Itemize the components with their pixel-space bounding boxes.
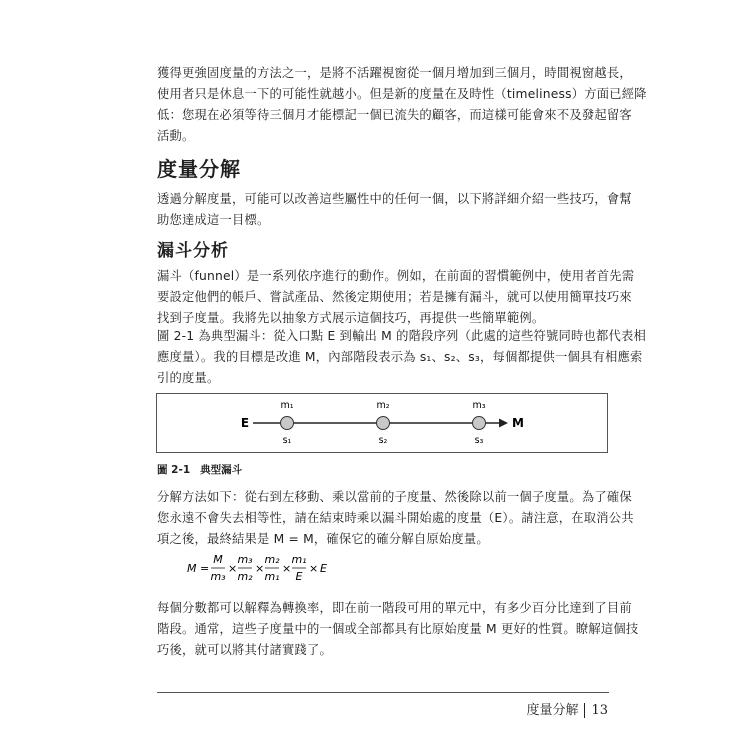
text-line: 助您達成這一目標。 xyxy=(157,213,270,227)
intro-paragraph xyxy=(157,63,647,147)
figure-caption xyxy=(157,462,252,477)
funnel-figure xyxy=(156,393,608,453)
text-line: 階段。通常，這些子度量中的一個或全部都具有比原始度量 M 更好的性質。瞭解這個技 xyxy=(157,622,639,636)
text-line: 漏斗（funnel）是一系列依序進行的動作。例如，在前面的習慣範例中，使用者首先需 xyxy=(157,269,635,283)
fraction-denominator: m₁ xyxy=(264,570,280,583)
decomposition-formula xyxy=(187,552,347,586)
text-line: 獲得更強固度量的方法之一，是將不活躍視窗從一個月增加到三個月，時間視窗越長， xyxy=(157,66,632,80)
text-line: 使用者只是休息一下的可能性就越小。但是新的度量在及時性（timeliness）方面已經降 xyxy=(157,87,647,101)
stage-metric-label: m₂ xyxy=(376,400,390,411)
stage-node xyxy=(281,417,294,430)
stage-node xyxy=(377,417,390,430)
formula-tail: E xyxy=(320,562,327,575)
method-paragraph xyxy=(157,487,634,550)
stage-metric-label: m₃ xyxy=(472,400,486,411)
stage-label: s₁ xyxy=(282,435,292,446)
text-line: 每個分數都可以解釋為轉換率，即在前一階段可用的單元中，有多少百分比達到了目前 xyxy=(157,601,632,615)
stage-metric-label: m₁ xyxy=(280,400,294,411)
figure-title: 典型漏斗 xyxy=(200,464,243,476)
text-line: 應度量）。我的目標是改進 M，內部階段表示為 s₁、s₂、s₃，每個都提供一個具有相應索 xyxy=(157,350,643,364)
funnel-paragraph xyxy=(157,266,635,329)
figure-intro-paragraph xyxy=(157,326,647,389)
formula-svg xyxy=(187,552,347,586)
text-line: 您永遠不會失去相等性，請在結束時乘以漏斗開始處的度量（E）。請注意，在取消公共 xyxy=(157,511,634,525)
formula-equals: = xyxy=(200,562,210,575)
stage-label: s₃ xyxy=(474,435,484,446)
page-footer xyxy=(526,699,608,718)
footer-separator xyxy=(584,703,585,718)
interpretation-paragraph xyxy=(157,598,639,661)
fraction-numerator: M xyxy=(213,553,223,566)
text-line: 透過分解度量，可能可以改善這些屬性中的任何一個，以下將詳細介紹一些技巧，會幫 xyxy=(157,192,632,206)
funnel-diagram xyxy=(157,394,607,452)
start-label: E xyxy=(240,416,250,430)
times-sign: × xyxy=(309,562,319,575)
text-line: 找到子度量。我將先以抽象方式展示這個技巧，再提供一些簡單範例。 xyxy=(157,311,545,325)
text-line: 引的度量。 xyxy=(157,371,220,385)
fraction-denominator: m₃ xyxy=(210,570,226,583)
subsection-heading: 漏斗分析 xyxy=(157,241,229,261)
stage-label: s₂ xyxy=(378,435,388,446)
text-line: 要設定他們的帳戶、嘗試產品、然後定期使用；若是擁有漏斗，就可以使用簡單技巧來 xyxy=(157,290,632,304)
arrowhead-icon xyxy=(499,419,508,428)
figure-number: 圖 2-1 xyxy=(157,464,191,476)
text-line: 活動。 xyxy=(157,129,195,143)
running-chapter-title: 度量分解 xyxy=(526,703,579,718)
times-sign: × xyxy=(282,562,292,575)
fraction-denominator: m₂ xyxy=(237,570,253,583)
text-line: 圖 2-1 為典型漏斗：從入口點 E 到輸出 M 的階段序列（此處的這些符號同時也都代表相 xyxy=(157,329,647,343)
section-heading: 度量分解 xyxy=(157,157,241,181)
end-label: M xyxy=(512,416,524,430)
section-paragraph xyxy=(157,189,632,231)
times-sign: × xyxy=(228,562,238,575)
times-sign: × xyxy=(255,562,265,575)
fraction-numerator: m₃ xyxy=(237,553,253,566)
footer-divider xyxy=(157,692,609,693)
fraction-numerator: m₂ xyxy=(264,553,280,566)
formula-lhs: M xyxy=(187,562,197,575)
text-line: 項之後，最終結果是 M = M，確保它的確分解自原始度量。 xyxy=(157,532,489,546)
fraction-numerator: m₁ xyxy=(291,553,307,566)
text-line: 低：您現在必須等待三個月才能標記一個已流失的顧客，而這樣可能會來不及發起留客 xyxy=(157,108,632,122)
fraction-denominator: E xyxy=(295,570,303,583)
text-line: 巧後，就可以將其付諸實踐了。 xyxy=(157,643,332,657)
text-line: 分解方法如下：從右到左移動、乘以當前的子度量、然後除以前一個子度量。為了確保 xyxy=(157,490,632,504)
page-number: 13 xyxy=(591,703,608,718)
stage-node xyxy=(473,417,486,430)
